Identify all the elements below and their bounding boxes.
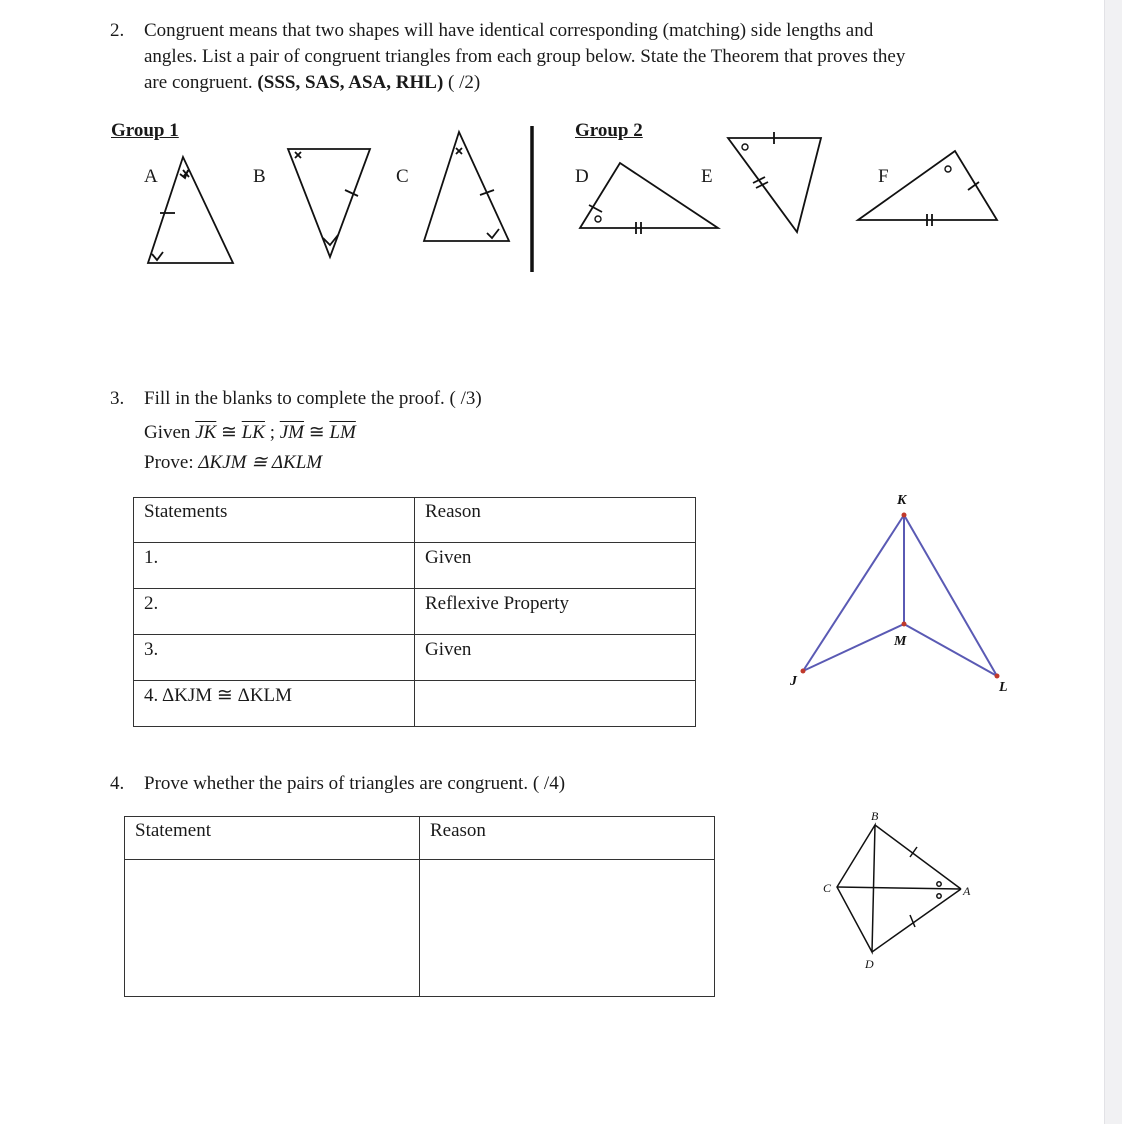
segment-jm: $\overline{JM}$ <box>279 422 305 443</box>
triangle-e <box>728 132 821 232</box>
prove-prefix: Prove: <box>144 452 199 473</box>
statement-cell[interactable]: 2. <box>134 589 415 635</box>
q4-title: Prove whether the pairs of triangles are congruent. ( /4) <box>144 773 566 794</box>
group-1-label: Group 1 <box>111 120 179 141</box>
label-m: M <box>894 634 907 649</box>
statement-cell: 4. ΔKJM ≅ ΔKLM <box>134 681 415 727</box>
label-a: A <box>963 884 971 898</box>
reason-cell: Reflexive Property <box>415 589 696 635</box>
table-header-row <box>134 498 696 543</box>
angle-mark-bac <box>937 882 941 886</box>
triangle-a <box>148 157 233 263</box>
header-reason: Reason <box>415 498 696 543</box>
q2-line-1: Congruent means that two shapes will have identical corresponding (matching) side lengths and <box>144 20 874 41</box>
q3-number: 3. <box>110 388 125 409</box>
table-row <box>134 681 696 727</box>
segment-kl-line <box>904 515 997 676</box>
header-reason: Reason <box>420 817 715 860</box>
table-row <box>134 635 696 681</box>
segment-ca <box>837 887 961 889</box>
q3-given <box>144 420 356 446</box>
q3-prove <box>144 450 322 476</box>
congruent-symbol: ≅ <box>304 422 330 443</box>
label-d: D <box>865 957 874 971</box>
segment-ba <box>875 825 961 889</box>
segment-lm: $\overline{LM}$ <box>329 422 356 443</box>
segment-da <box>872 889 961 952</box>
kjml-figure <box>780 488 1020 698</box>
point-l <box>995 674 1000 679</box>
group-2-label: Group 2 <box>575 120 643 141</box>
q2-line-3-text: are congruent. <box>144 72 258 93</box>
triangle-b-label: B <box>253 166 266 187</box>
reason-answer-cell[interactable] <box>420 860 715 997</box>
triangle-c-label: C <box>396 166 409 187</box>
kjml-lines <box>803 515 997 676</box>
triangle-d-label: D <box>575 166 589 187</box>
table-row <box>134 543 696 589</box>
bcad-figure <box>815 805 985 975</box>
angle-mark-dac <box>937 894 941 898</box>
given-separator: ; <box>264 422 280 443</box>
statement-cell[interactable]: 3. <box>134 635 415 681</box>
triangle-f <box>858 151 997 226</box>
reason-cell[interactable] <box>415 681 696 727</box>
table-row <box>125 860 715 997</box>
table-header-row <box>125 817 715 860</box>
q2-number: 2. <box>110 20 125 41</box>
congruent-symbol: ≅ <box>216 422 242 443</box>
reason-cell: Given <box>415 543 696 589</box>
label-l: L <box>999 680 1008 695</box>
label-c: C <box>823 881 832 895</box>
segment-jk: $\overline{JK}$ <box>195 422 217 443</box>
point-j <box>801 669 806 674</box>
scrollbar[interactable] <box>1104 0 1122 1124</box>
given-prefix: Given <box>144 422 196 443</box>
label-b: B <box>871 809 879 823</box>
table-row <box>134 589 696 635</box>
q2-line-2: angles. List a pair of congruent triangles from each group below. State the Theorem that proves they <box>144 46 906 67</box>
point-k <box>902 513 907 518</box>
triangle-bcd <box>837 825 875 952</box>
triangle-e-label: E <box>701 166 713 187</box>
triangle-a-label: A <box>144 166 158 187</box>
triangle-b <box>288 149 370 257</box>
header-statements: Statements <box>134 498 415 543</box>
point-m <box>902 622 907 627</box>
triangle-c <box>424 132 509 241</box>
q2-theorem-options: (SSS, SAS, ASA, RHL) <box>257 72 444 93</box>
q2-points: ( /2) <box>443 72 481 93</box>
q4-number: 4. <box>110 773 125 794</box>
reason-cell: Given <box>415 635 696 681</box>
q3-title: Fill in the blanks to complete the proof. ( /3) <box>144 388 482 409</box>
prove-statement: ΔKJM ≅ ΔKLM <box>198 452 323 473</box>
header-statement: Statement <box>125 817 420 860</box>
label-j: J <box>790 674 797 689</box>
label-k: K <box>897 493 907 508</box>
segment-lk: $\overline{LK}$ <box>241 422 265 443</box>
triangle-f-label: F <box>878 166 889 187</box>
q4-proof-table <box>124 816 715 997</box>
statement-cell[interactable]: 1. <box>134 543 415 589</box>
statement-answer-cell[interactable] <box>125 860 420 997</box>
triangle-d <box>580 163 718 234</box>
q3-proof-table <box>133 497 696 727</box>
triangles-figure <box>0 0 1100 290</box>
